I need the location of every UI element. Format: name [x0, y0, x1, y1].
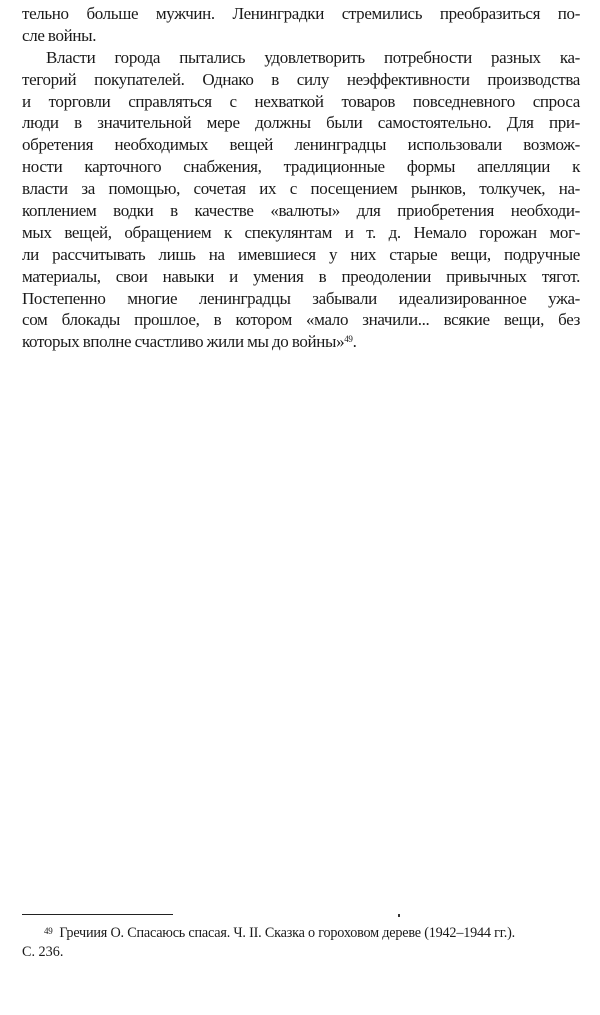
- text-line: тегорий покупателей. Однако в силу неэффективности производства: [22, 69, 580, 89]
- text-line: которых вполне счастливо жили мы до войны»: [22, 332, 345, 352]
- text-line: мых вещей, обращением к спекулянтам и т. д. Немало горожан мог-: [22, 222, 580, 242]
- footnote-number: 49: [44, 926, 53, 936]
- footnote-text: Гречиия О. Спасаюсь спасая. Ч. II. Сказка о гороховом дереве (1942–1944 гг.).: [59, 925, 515, 941]
- text-line-final: которых вполне счастливо жили мы до войны»$^{49}$.: [22, 332, 357, 352]
- text-line: Власти города пытались удовлетворить потребности разных ка-: [46, 47, 580, 67]
- text-line: ли рассчитывать лишь на имевшиеся у них старые вещи, подручные: [22, 244, 580, 264]
- footnote: [22, 924, 582, 962]
- scan-speck: [398, 914, 400, 917]
- text-line: материалы, свои навыки и умения в преодолении привычных тягот.: [22, 266, 580, 286]
- footnote-line: [22, 924, 582, 943]
- body-text: [22, 3, 580, 353]
- text-line: сом блокады прошлое, в котором «мало значили... всякие вещи, без: [22, 310, 580, 330]
- text-line: обретения необходимых вещей ленинградцы использовали возмож-: [22, 135, 580, 155]
- footnote-separator: [22, 914, 173, 915]
- text-line: люди в значительной мере должны были самостоятельно. Для при-: [22, 113, 580, 133]
- text-line: коплением водки в качестве «валюты» для приобретения необходи-: [22, 201, 580, 221]
- footnote-reference: 49: [344, 334, 353, 345]
- footnote-line: С. 236.: [22, 944, 64, 960]
- text-line: тельно больше мужчин. Ленинградки стремились преобразиться по-: [22, 4, 580, 23]
- text-line: и торговли справляться с нехваткой товаров повседневного спроса: [22, 91, 580, 111]
- text-line: власти за помощью, сочетая их с посещением рынков, толкучек, на-: [22, 179, 580, 199]
- text-line: Постепенно многие ленинградцы забывали идеализированное ужа-: [22, 288, 580, 308]
- text-line: сле войны.: [22, 25, 97, 45]
- text-line: ности карточного снабжения, традиционные формы апелляции к: [22, 157, 580, 177]
